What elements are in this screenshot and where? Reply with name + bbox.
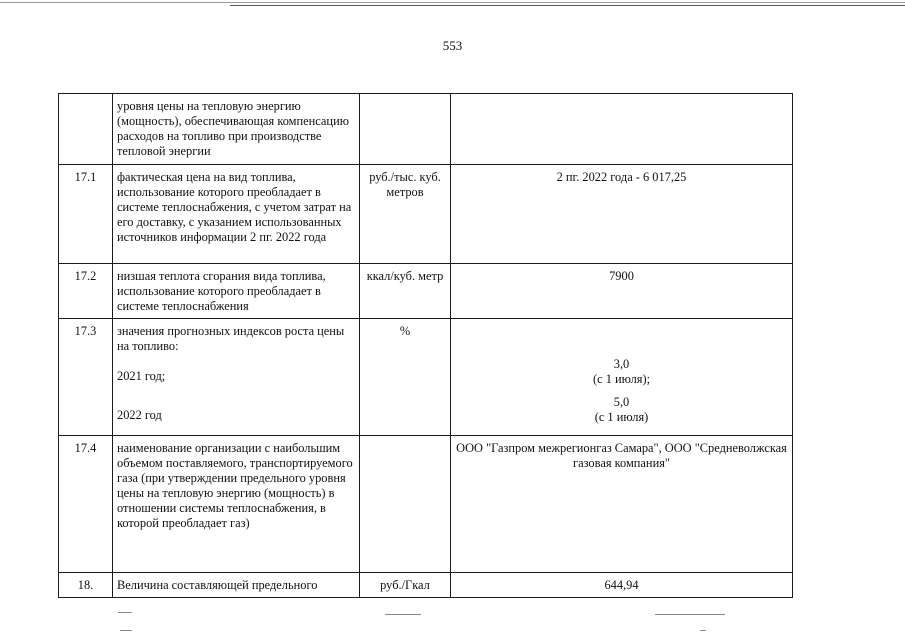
row-unit: руб./тыс. куб. метров [360, 165, 451, 264]
row-value: ООО "Газпром межрегионгаз Самара", ООО "Средневолжская газовая компания" [451, 436, 793, 573]
row-description: значения прогнозных индексов роста цены на топливо: [117, 324, 345, 353]
row-number: 18. [59, 573, 113, 598]
row-description-group [113, 319, 360, 436]
row-value [451, 94, 793, 165]
row-value-group [451, 319, 793, 436]
value-2021: 3,0 [613, 357, 630, 371]
row-number: 17.3 [59, 319, 113, 436]
row-unit: ккал/куб. метр [360, 264, 451, 319]
row-description: низшая теплота сгорания вида топлива, использование которого преобладает в системе теплоснабжения [113, 264, 360, 319]
row-number: 17.4 [59, 436, 113, 573]
row-value: 644,94 [451, 573, 793, 598]
value-2021-note: (с 1 июля); [592, 372, 651, 386]
row-description: фактическая цена на вид топлива, использование которого преобладает в системе теплоснабжения, с учетом затрат на его доставку, с указанием использованных источников информации 2 пг. 2022 года [113, 165, 360, 264]
scan-speck [655, 614, 725, 615]
row-number [59, 94, 113, 165]
year-2022-label: 2022 год [117, 408, 162, 422]
row-value: 7900 [451, 264, 793, 319]
row-description: наименование организации с наибольшим объемом поставляемого, транспортируемого газа (при утверждении предельного уровня цены на тепловую энергию (мощность) в отношении системы теплоснабжения, в которой преобладает газ) [113, 436, 360, 573]
table-row [59, 319, 793, 436]
row-number: 17.1 [59, 165, 113, 264]
row-unit: руб./Гкал [360, 573, 451, 598]
top-scan-line-right [230, 5, 905, 6]
table-row [59, 165, 793, 264]
scan-speck [120, 630, 132, 631]
row-unit: % [360, 319, 451, 436]
row-unit [360, 436, 451, 573]
row-description: Величина составляющей предельного [113, 573, 360, 598]
scan-speck [700, 630, 706, 631]
table-row [59, 436, 793, 573]
table-row [59, 94, 793, 165]
row-description: уровня цены на тепловую энергию (мощность), обеспечивающая компенсацию расходов на топливо при производстве тепловой энергии [113, 94, 360, 165]
year-2021-label: 2021 год; [117, 369, 166, 383]
row-number: 17.2 [59, 264, 113, 319]
scan-speck [118, 612, 132, 613]
table-row [59, 573, 793, 598]
top-scan-line-left [0, 2, 905, 3]
row-unit [360, 94, 451, 165]
scan-speck [385, 614, 421, 615]
value-2022-note: (с 1 июля) [594, 410, 649, 424]
tariff-table [58, 93, 793, 598]
table-row [59, 264, 793, 319]
value-2022: 5,0 [613, 395, 630, 409]
row-value: 2 пг. 2022 года - 6 017,25 [451, 165, 793, 264]
page-number: 553 [442, 38, 463, 53]
